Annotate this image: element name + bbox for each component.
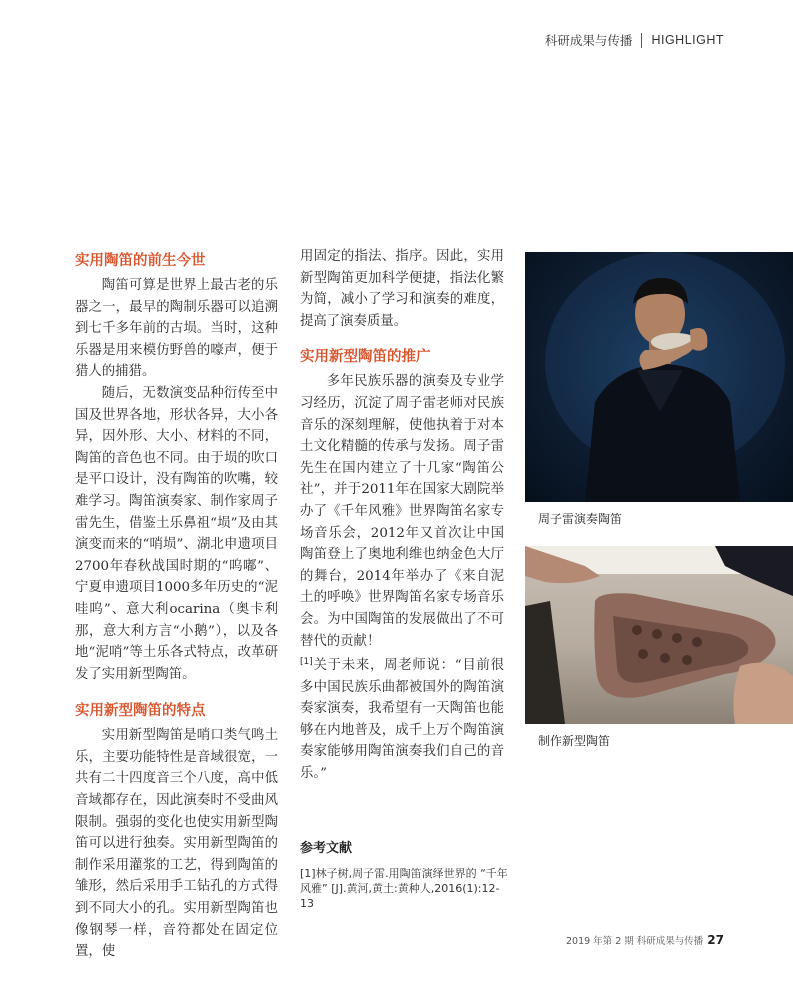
- page-number: 27: [707, 933, 724, 947]
- section-title-en: HIGHLIGHT: [651, 33, 724, 47]
- references-title: 参考文献: [300, 841, 353, 856]
- references-section: [300, 837, 510, 911]
- citation-marker[interactable]: [1]: [300, 657, 313, 668]
- photo-performer-playing-ocarina: [525, 252, 793, 502]
- paragraph: 多年民族乐器的演奏及专业学习经历，沉淀了周子雷老师对民族音乐的深刻理解，使他执着于对本土文化精髓的传承与发扬。周子雷先生在国内建立了十几家“陶笛公社”，并于2011年在国家大剧院举办了《千年风雅》世界陶笛名家专场音乐会，2012年又首次让中国陶笛登上了奥地利维也纳金色大厅的舞台，2014年举办了《来自泥土的呼唤》世界陶笛名家专场音乐会。为中国陶笛的发展做出了不可替代的贡献！: [300, 374, 504, 649]
- paragraph-text: 关于未来，周老师说：“目前很多中国民族乐曲都被国外的陶笛演奏家演奏，我希望有一天陶笛也能够在内地普及，成千上万个陶笛演奏家能够用陶笛演奏我们自己的音乐。”: [300, 658, 504, 782]
- paragraph: 随后，无数演变品种衍传至中国及世界各地，形状各异，大小各异，因外形、大小、材料的不同，陶笛的音色也不同。由于埙的吹口是平口设计，没有陶笛的吹嘴，较难学习。陶笛演奏家、制作家周子雷先生，借鉴土乐鼻祖“埙”及由其演变而来的“哨埙”、湖北申遗项目2700年春秋战国时期的“呜嘟”、宁夏申遗项目1000多年历史的“泥哇呜”、意大利ocarina（奥卡利那，意大利方言“小鹅”），以及各地“泥哨”等土乐各式特点，改革研发了实用新型陶笛。: [75, 385, 278, 682]
- reference-item: [1]林子树,周子雷.用陶笛演绎世界的 “千年风雅” [J].黄河,黄土:黄种人,2016(1):12-13: [300, 867, 508, 910]
- section-heading: 实用新型陶笛的特点: [75, 703, 206, 720]
- section-title-cn: 科研成果与传播: [544, 34, 633, 48]
- section-heading: 实用陶笛的前生今世: [75, 253, 206, 269]
- header-divider: [641, 33, 642, 48]
- page-footer: [566, 933, 724, 947]
- issue-info: 2019 年第 2 期 科研成果与传播: [565, 936, 704, 947]
- section-heading: 实用新型陶笛的推广: [300, 349, 431, 366]
- text-column-middle: [300, 246, 504, 785]
- performer-illustration: [525, 252, 793, 502]
- paragraph: 用固定的指法、指序。因此，实用新型陶笛更加科学便捷，指法化繁为简，减小了学习和演奏的难度，提高了演奏质量。: [300, 249, 504, 329]
- paragraph: 陶笛可算是世界上最古老的乐器之一，最早的陶制乐器可以追溯到七千多年前的古埙。当时，这种乐器是用来模仿野兽的嚎声，便于猎人的捕猎。: [75, 278, 278, 380]
- figure-caption: 周子雷演奏陶笛: [538, 512, 623, 526]
- photo-making-ocarina: [525, 546, 793, 724]
- ocarina-mold-illustration: [525, 546, 793, 724]
- paragraph: [300, 652, 504, 785]
- figure-caption: 制作新型陶笛: [538, 734, 611, 748]
- page-header: [545, 31, 724, 49]
- paragraph: 实用新型陶笛是哨口类气鸣土乐，主要功能特性是音域很宽，一共有二十四度音三个八度，高中低音域都存在，因此演奏时不受曲风限制。强弱的变化也使实用新型陶笛可以进行独奏。实用新型陶笛的制作采用灌浆的工艺，得到陶笛的雏形，然后采用手工钻孔的方式得到不同大小的孔。实用新型陶笛也像钢琴一样，音符都处在固定位置，使: [75, 728, 278, 960]
- text-column-left: [75, 250, 278, 963]
